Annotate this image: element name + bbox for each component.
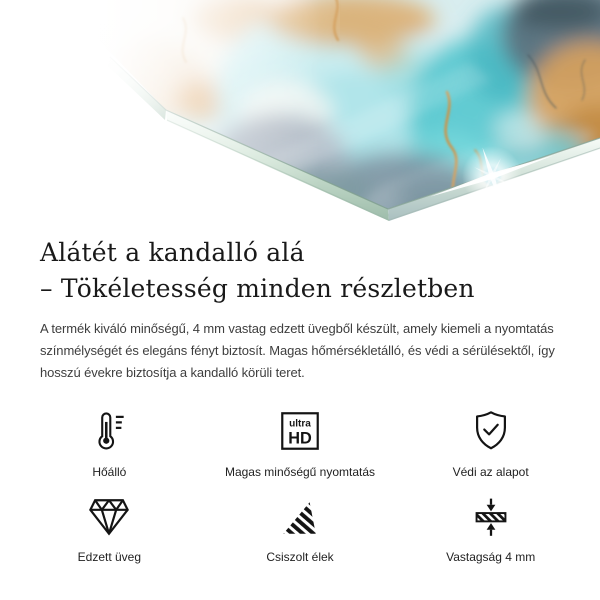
svg-text:HD: HD: [288, 429, 312, 448]
feature-label: Vastagság 4 mm: [446, 550, 536, 564]
thickness-4mm-icon: [470, 493, 512, 539]
glass-panel-illustration: [0, 0, 600, 230]
page-title: [40, 235, 560, 307]
thermometer-icon: [87, 408, 131, 454]
feature-label: Hőálló: [92, 465, 127, 479]
feature-polished-edges: [205, 493, 396, 564]
feature-label: Edzett üveg: [77, 550, 142, 564]
shield-check-icon: [468, 408, 514, 454]
ultra-hd-icon: [277, 408, 323, 454]
polished-edges-icon: [279, 493, 321, 539]
feature-thickness: [395, 493, 586, 564]
product-description: A termék kiváló minőségű, 4 mm vastag edzett üvegből készült, amely kiemeli a nyomtatás színmélységét és elegáns fényt biztosít. Magas hőmérsékletálló, és védi a sérülésektől, így hosszú évekre biztosítja a kandalló körüli teret.: [40, 321, 555, 380]
feature-label: Csiszolt élek: [266, 550, 334, 564]
page-title-line2: – Tökéletesség minden részletben: [40, 274, 475, 303]
feature-print-quality: [205, 408, 396, 479]
feature-protects-base: [395, 408, 586, 479]
product-photo: [0, 0, 600, 230]
feature-heat-resistant: [14, 408, 205, 479]
diamond-icon: [86, 493, 132, 539]
svg-text:ultra: ultra: [289, 418, 311, 430]
feature-tempered-glass: [14, 493, 205, 564]
page-title-line1: Alátét a kandalló alá: [40, 238, 305, 267]
feature-label: Védi az alapot: [452, 465, 529, 479]
feature-grid: [14, 408, 586, 564]
feature-label: Magas minőségű nyomtatás: [224, 465, 376, 479]
